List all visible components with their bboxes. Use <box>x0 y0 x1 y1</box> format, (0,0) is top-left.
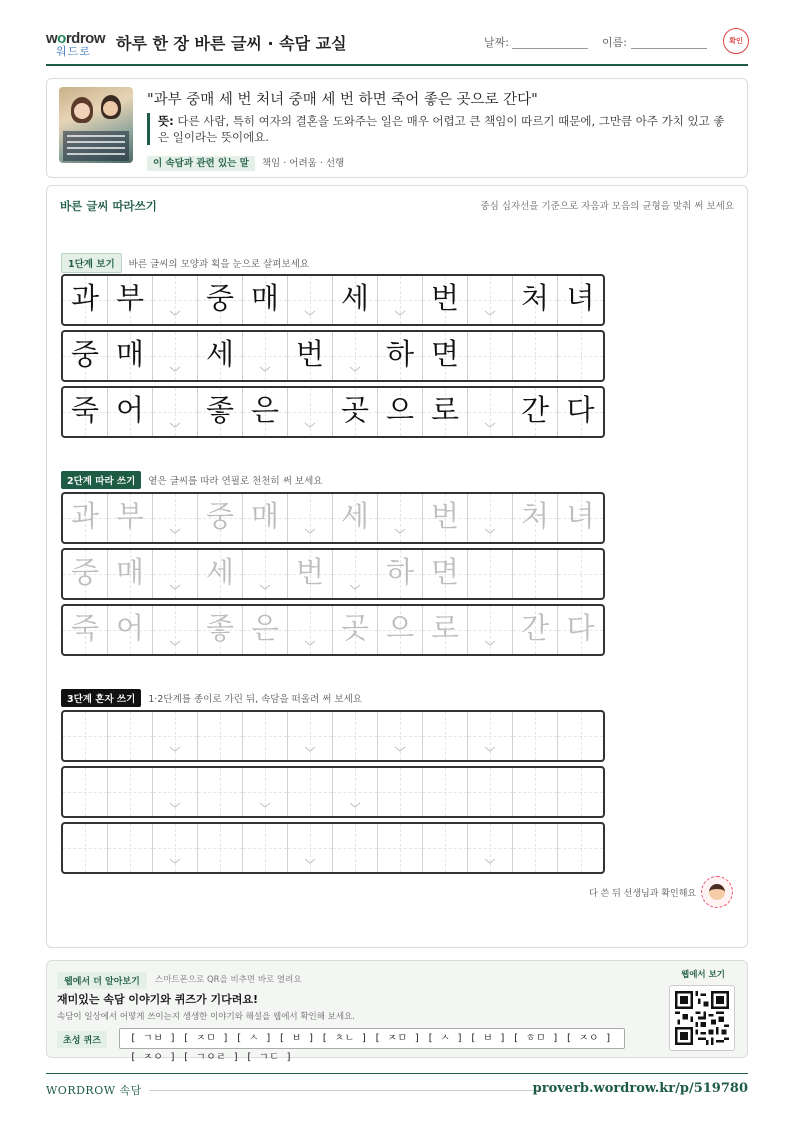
trace-row[interactable] <box>61 604 605 656</box>
related-words-list: 책임 · 어려움 · 선행 <box>261 158 345 169</box>
writing-cell[interactable] <box>108 606 153 654</box>
writing-cell[interactable] <box>423 824 468 872</box>
step1-badge: 1단계 보기 <box>61 253 122 273</box>
writing-cell <box>378 276 423 324</box>
space-mark-icon: ﹀ <box>259 584 271 597</box>
writing-cell[interactable] <box>333 606 378 654</box>
writing-cell[interactable] <box>63 768 108 816</box>
writing-cell[interactable] <box>333 768 378 816</box>
writing-cell[interactable] <box>153 768 198 816</box>
writing-cell[interactable] <box>468 606 513 654</box>
writing-cell[interactable] <box>333 494 378 542</box>
writing-cell <box>513 332 558 380</box>
space-mark-icon: ﹀ <box>484 858 496 871</box>
writing-cell[interactable] <box>468 712 513 760</box>
meaning-label: 뜻: <box>158 114 174 128</box>
writing-cell[interactable] <box>513 712 558 760</box>
writing-cell[interactable] <box>153 824 198 872</box>
writing-cell[interactable] <box>513 606 558 654</box>
space-mark-icon: ﹀ <box>169 858 181 871</box>
syllable-char: 세 <box>340 281 369 315</box>
syllable-char: 간 <box>520 393 549 427</box>
writing-cell[interactable] <box>153 550 198 598</box>
writing-cell <box>153 332 198 380</box>
writing-cell[interactable] <box>63 494 108 542</box>
syllable-char: 번 <box>430 499 459 533</box>
syllable-char: 중 <box>205 499 234 533</box>
writing-cell[interactable] <box>243 712 288 760</box>
syllable-char: 중 <box>205 281 234 315</box>
space-mark-icon: ﹀ <box>169 310 181 323</box>
writing-cell[interactable] <box>558 494 603 542</box>
space-mark-icon: ﹀ <box>484 310 496 323</box>
syllable-char: 어 <box>115 611 144 645</box>
syllable-char: 좋 <box>205 393 234 427</box>
writing-cell[interactable] <box>108 712 153 760</box>
proverb-meaning <box>147 113 735 145</box>
name-label: 이름: <box>602 36 627 49</box>
stamp-text: 확인 <box>729 37 743 45</box>
writing-cell[interactable] <box>288 606 333 654</box>
writing-cell[interactable] <box>558 824 603 872</box>
space-mark-icon: ﹀ <box>169 802 181 815</box>
space-mark-icon: ﹀ <box>304 422 316 435</box>
related-words <box>147 155 344 169</box>
syllable-char: 하 <box>385 555 414 589</box>
syllable-char: 어 <box>115 393 144 427</box>
space-mark-icon: ﹀ <box>259 802 271 815</box>
wordrow-logo <box>46 28 108 58</box>
writing-cell[interactable] <box>243 550 288 598</box>
space-mark-icon: ﹀ <box>304 528 316 541</box>
space-mark-icon: ﹀ <box>484 640 496 653</box>
syllable-char: 좋 <box>205 611 234 645</box>
writing-cell[interactable] <box>153 606 198 654</box>
syllable-char: 처 <box>520 281 549 315</box>
writing-cell <box>108 276 153 324</box>
syllable-char: 번 <box>295 337 324 371</box>
writing-cell <box>153 388 198 436</box>
step2-desc: 옅은 글씨를 따라 연필로 천천히 써 보세요 <box>148 476 323 487</box>
check-note: 다 쓴 뒤 선생님과 확인해요 <box>589 889 697 899</box>
syllable-char: 과 <box>70 281 99 315</box>
practice-panel <box>46 185 748 948</box>
syllable-char: 다 <box>566 393 595 427</box>
writing-cell <box>108 388 153 436</box>
writing-cell[interactable] <box>108 494 153 542</box>
writing-cell[interactable] <box>333 550 378 598</box>
writing-cell <box>243 388 288 436</box>
space-mark-icon: ﹀ <box>304 310 316 323</box>
syllable-char: 죽 <box>70 611 99 645</box>
writing-cell[interactable] <box>198 550 243 598</box>
syllable-char: 중 <box>70 337 99 371</box>
writing-cell[interactable] <box>288 768 333 816</box>
writing-cell[interactable] <box>378 606 423 654</box>
page-footer <box>46 1073 748 1105</box>
writing-cell <box>423 276 468 324</box>
syllable-char: 번 <box>430 281 459 315</box>
syllable-char: 번 <box>295 555 324 589</box>
writing-cell <box>423 332 468 380</box>
writing-cell[interactable] <box>198 824 243 872</box>
writing-cell[interactable] <box>513 768 558 816</box>
writing-cell <box>468 388 513 436</box>
syllable-char: 세 <box>205 337 234 371</box>
syllable-char: 로 <box>430 611 459 645</box>
writing-cell <box>333 332 378 380</box>
practice-hint: 중심 십자선을 기준으로 자음과 모음의 균형을 맞춰 써 보세요 <box>480 201 734 212</box>
meaning-text: 다른 사람, 특히 여자의 결혼을 도와주는 일은 매우 어렵고 큰 책임이 따르기 때문에, 그만큼 아주 가치 있고 좋은 일이라는 뜻이에요. <box>158 114 725 144</box>
writing-cell[interactable] <box>378 494 423 542</box>
writing-cell <box>198 332 243 380</box>
page-title: 하루 한 장 바른 글씨 · 속담 교실 <box>116 34 347 53</box>
syllable-char: 다 <box>566 611 595 645</box>
syllable-char: 으 <box>385 393 414 427</box>
syllable-char: 부 <box>115 499 144 533</box>
web-tag: 웹에서 더 알아보기 <box>57 972 147 989</box>
teacher-stamp-icon <box>701 876 733 908</box>
syllable-char: 매 <box>115 555 144 589</box>
name-field[interactable] <box>631 48 707 49</box>
web-more-box <box>46 960 748 1063</box>
writing-cell[interactable] <box>468 494 513 542</box>
blank-row[interactable] <box>61 822 605 874</box>
writing-cell <box>333 388 378 436</box>
writing-cell[interactable] <box>558 712 603 760</box>
blank-row[interactable] <box>61 766 605 818</box>
view-row <box>61 330 605 382</box>
space-mark-icon: ﹀ <box>169 366 181 379</box>
space-mark-icon: ﹀ <box>304 858 316 871</box>
syllable-char: 죽 <box>70 393 99 427</box>
syllable-char: 은 <box>250 611 279 645</box>
syllable-char: 로 <box>430 393 459 427</box>
writing-cell <box>558 388 603 436</box>
logo-text: wordrow <box>46 30 106 47</box>
proverb-card <box>46 78 748 178</box>
proverb-title: "과부 중매 세 번 처녀 중매 세 번 하면 죽어 좋은 곳으로 간다" <box>147 92 538 108</box>
writing-cell[interactable] <box>108 824 153 872</box>
writing-cell[interactable] <box>108 768 153 816</box>
writing-cell[interactable] <box>63 712 108 760</box>
writing-cell[interactable] <box>333 824 378 872</box>
space-mark-icon: ﹀ <box>169 640 181 653</box>
writing-cell <box>63 332 108 380</box>
writing-cell[interactable] <box>243 606 288 654</box>
syllable-char: 매 <box>115 337 144 371</box>
related-label: 이 속담과 관련 있는 말 <box>147 156 255 171</box>
space-mark-icon: ﹀ <box>394 310 406 323</box>
writing-cell <box>513 388 558 436</box>
space-mark-icon: ﹀ <box>484 746 496 759</box>
step3-badge: 3단계 혼자 쓰기 <box>61 689 141 707</box>
syllable-char: 부 <box>115 281 144 315</box>
date-field[interactable] <box>512 48 588 49</box>
writing-cell[interactable] <box>243 824 288 872</box>
space-mark-icon: ﹀ <box>349 802 361 815</box>
writing-cell <box>198 388 243 436</box>
syllable-char: 매 <box>250 499 279 533</box>
writing-cell[interactable] <box>423 550 468 598</box>
writing-cell[interactable] <box>153 494 198 542</box>
space-mark-icon: ﹀ <box>484 528 496 541</box>
space-mark-icon: ﹀ <box>394 746 406 759</box>
writing-cell[interactable] <box>513 494 558 542</box>
chosung-quiz: [ ㄱㅂ ] [ ㅈㅁ ] [ ㅅ ] [ ㅂ ] [ ㅊㄴ ] [ ㅈㅁ ] [ ㅅ ] [ ㅂ ] [ ㅎㅁ ] [ ㅈㅇ ] [ ㅈㅇ ] [ ㄱㅇㄹ ] [ ㄱㄷ ] <box>119 1028 625 1049</box>
writing-cell[interactable] <box>198 768 243 816</box>
writing-cell <box>468 332 513 380</box>
writing-cell[interactable] <box>288 494 333 542</box>
writing-cell <box>558 276 603 324</box>
writing-cell <box>288 276 333 324</box>
syllable-char: 과 <box>70 499 99 533</box>
blank-row[interactable] <box>61 710 605 762</box>
quiz-label: 초성 퀴즈 <box>57 1031 107 1048</box>
syllable-char: 하 <box>385 337 414 371</box>
space-mark-icon: ﹀ <box>349 584 361 597</box>
writing-cell[interactable] <box>198 712 243 760</box>
syllable-char: 녀 <box>566 281 595 315</box>
writing-cell[interactable] <box>63 550 108 598</box>
syllable-char: 간 <box>520 611 549 645</box>
step1-label <box>61 253 309 273</box>
writing-cell[interactable] <box>423 712 468 760</box>
writing-cell <box>423 388 468 436</box>
footer-url[interactable]: proverb.wordrow.kr/p/519780 <box>532 1081 748 1096</box>
web-view-label: 웹에서 보기 <box>681 970 726 980</box>
writing-cell[interactable] <box>288 824 333 872</box>
footer-brand: WORDROW 속담 <box>46 1084 142 1097</box>
writing-cell[interactable] <box>153 712 198 760</box>
step3-label <box>61 689 362 707</box>
writing-cell[interactable] <box>468 550 513 598</box>
writing-cell[interactable] <box>378 712 423 760</box>
web-desc: 속담이 일상에서 어떻게 쓰이는지 생생한 이야기와 해설을 웹에서 확인해 보세요. <box>57 1012 355 1022</box>
writing-cell[interactable] <box>198 494 243 542</box>
syllable-char: 으 <box>385 611 414 645</box>
writing-cell[interactable] <box>288 550 333 598</box>
writing-cell[interactable] <box>423 494 468 542</box>
writing-cell <box>63 276 108 324</box>
writing-cell[interactable] <box>63 824 108 872</box>
writing-cell <box>378 388 423 436</box>
trace-row[interactable] <box>61 492 605 544</box>
writing-cell <box>288 332 333 380</box>
writing-cell <box>558 332 603 380</box>
step2-label <box>61 471 322 489</box>
space-mark-icon: ﹀ <box>169 422 181 435</box>
space-mark-icon: ﹀ <box>349 366 361 379</box>
syllable-char: 은 <box>250 393 279 427</box>
writing-cell <box>288 388 333 436</box>
syllable-char: 매 <box>250 281 279 315</box>
space-mark-icon: ﹀ <box>304 746 316 759</box>
writing-cell[interactable] <box>333 712 378 760</box>
writing-cell[interactable] <box>108 550 153 598</box>
trace-row[interactable] <box>61 548 605 600</box>
writing-cell[interactable] <box>468 824 513 872</box>
writing-cell <box>243 276 288 324</box>
space-mark-icon: ﹀ <box>169 584 181 597</box>
step2-badge: 2단계 따라 쓰기 <box>61 471 141 489</box>
writing-cell <box>108 332 153 380</box>
writing-cell[interactable] <box>513 550 558 598</box>
syllable-char: 녀 <box>566 499 595 533</box>
writing-cell <box>333 276 378 324</box>
syllable-char: 중 <box>70 555 99 589</box>
writing-cell[interactable] <box>558 606 603 654</box>
writing-cell <box>198 276 243 324</box>
space-mark-icon: ﹀ <box>484 422 496 435</box>
space-mark-icon: ﹀ <box>169 746 181 759</box>
qr-code-icon[interactable] <box>669 985 735 1051</box>
syllable-char: 곳 <box>340 393 369 427</box>
writing-cell[interactable] <box>198 606 243 654</box>
page-header <box>46 24 748 66</box>
syllable-char: 세 <box>340 499 369 533</box>
writing-cell[interactable] <box>558 768 603 816</box>
writing-cell <box>513 276 558 324</box>
proverb-illustration <box>59 87 133 163</box>
writing-cell <box>63 388 108 436</box>
space-mark-icon: ﹀ <box>169 528 181 541</box>
logo-korean-text: 워드로 <box>56 45 91 58</box>
space-mark-icon: ﹀ <box>394 528 406 541</box>
date-label: 날짜: <box>484 36 509 49</box>
writing-cell[interactable] <box>63 606 108 654</box>
writing-cell[interactable] <box>423 606 468 654</box>
syllable-char: 세 <box>205 555 234 589</box>
practice-title: 바른 글씨 따라쓰기 <box>60 199 157 213</box>
writing-cell <box>243 332 288 380</box>
writing-cell <box>468 276 513 324</box>
syllable-char: 처 <box>520 499 549 533</box>
writing-cell[interactable] <box>288 712 333 760</box>
syllable-char: 면 <box>430 337 459 371</box>
writing-cell[interactable] <box>243 494 288 542</box>
syllable-char: 곳 <box>340 611 369 645</box>
check-stamp-icon <box>723 28 749 54</box>
writing-cell[interactable] <box>423 768 468 816</box>
syllable-char: 면 <box>430 555 459 589</box>
writing-cell[interactable] <box>378 550 423 598</box>
footer-divider <box>149 1090 541 1091</box>
view-row <box>61 386 605 438</box>
web-sub: 스마트폰으로 QR을 비추면 바로 열려요 <box>155 975 302 985</box>
writing-cell[interactable] <box>558 550 603 598</box>
space-mark-icon: ﹀ <box>259 366 271 379</box>
space-mark-icon: ﹀ <box>304 640 316 653</box>
writing-cell <box>153 276 198 324</box>
view-row <box>61 274 605 326</box>
writing-cell[interactable] <box>378 768 423 816</box>
writing-cell[interactable] <box>243 768 288 816</box>
writing-cell[interactable] <box>513 824 558 872</box>
web-headline: 재미있는 속담 이야기와 퀴즈가 기다려요! <box>57 993 258 1006</box>
step3-desc: 1·2단계를 종이로 가린 뒤, 속담을 떠올려 써 보세요 <box>148 694 362 705</box>
writing-cell[interactable] <box>468 768 513 816</box>
writing-cell[interactable] <box>378 824 423 872</box>
step1-desc: 바른 글씨의 모양과 획을 눈으로 살펴보세요 <box>128 259 309 270</box>
writing-cell <box>378 332 423 380</box>
